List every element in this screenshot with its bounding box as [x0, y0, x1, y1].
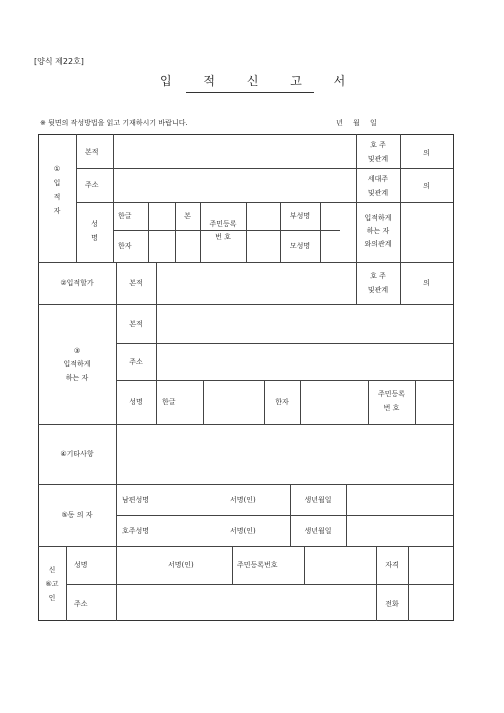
grid-line: [76, 202, 453, 203]
grid-line: [304, 546, 305, 584]
label-jumin-bottom: 번 호: [215, 233, 231, 241]
grid-line: [232, 546, 233, 584]
label-bonjeok: 본적: [129, 279, 143, 287]
section2-label: ②입적할가: [60, 279, 94, 287]
label-birth-date: 생년월일: [304, 527, 332, 535]
grid-line: [116, 515, 453, 516]
section5-label: ⑤동 의 자: [61, 511, 93, 519]
label-father: 부성명: [289, 212, 311, 220]
grid-line: [415, 380, 416, 424]
seal-mark: 의: [423, 149, 430, 157]
title-underline: [186, 92, 314, 93]
label-relation: 입적하게: [364, 214, 392, 222]
label-hoju-top: 호 주: [370, 141, 386, 149]
grid-line: [200, 202, 201, 262]
label-bon: 본: [184, 212, 191, 220]
seal-mark: 의: [423, 182, 430, 190]
grid-line: [156, 304, 157, 424]
grid-line: [246, 202, 247, 262]
label-hoju-bottom: 및관계: [367, 286, 389, 294]
label-bonjeok: 본적: [129, 320, 143, 328]
grid-line: [290, 484, 291, 546]
grid-line: [76, 168, 453, 169]
label-bonjeok: 본적: [85, 148, 99, 156]
label-husband-name: 남편성명: [122, 496, 150, 504]
section6-label: ⑥고: [45, 580, 59, 588]
section1-number: ①: [53, 165, 61, 173]
grid-line: [203, 380, 204, 424]
grid-line: [280, 202, 281, 262]
label-relation: 하는 자: [366, 227, 390, 235]
instruction-text: ※ 뒷면의 작성방법을 읽고 기재하시기 바랍니다.: [40, 119, 188, 127]
grid-line: [175, 202, 176, 262]
grid-line: [376, 546, 377, 621]
label-mother: 모성명: [289, 242, 311, 250]
label-hanja: 한자: [118, 242, 132, 250]
grid-line: [38, 262, 453, 263]
grid-line: [66, 584, 453, 585]
label-hoju-name: 호주성명: [122, 527, 150, 535]
label-juso: 주소: [85, 181, 99, 189]
grid-line: [76, 134, 77, 262]
grid-line: [116, 484, 117, 546]
label-seong: 성: [91, 220, 98, 228]
label-sedaeju-bottom: 및관계: [367, 189, 389, 197]
label-jumin-top: 주민등록: [377, 390, 406, 398]
grid-line: [38, 484, 453, 485]
form-number: [양식 제22호]: [34, 57, 84, 66]
grid-line: [116, 546, 117, 621]
label-hangeul: 한글: [162, 398, 176, 406]
grid-line: [38, 546, 453, 547]
section1-label-char: 자: [53, 207, 61, 215]
grid-line: [148, 202, 149, 262]
label-hangeul: 한글: [118, 212, 132, 220]
section6-label: 신: [48, 566, 56, 574]
label-birth-date: 생년월일: [304, 496, 332, 504]
seal-mark: 의: [423, 279, 430, 287]
grid-line: [116, 424, 117, 484]
grid-line: [408, 546, 409, 621]
label-hoju-top: 호 주: [370, 272, 386, 280]
grid-line: [66, 546, 67, 621]
label-myeong: 명: [91, 234, 98, 242]
grid-line: [116, 343, 453, 344]
document-title: 입 적 신 고 서: [160, 74, 360, 88]
section6-label: 인: [48, 594, 56, 602]
label-jumin-top: 주민등록: [209, 220, 237, 228]
label-seongmyeong: 성명: [74, 561, 88, 569]
label-signature: 서명(인): [168, 561, 194, 569]
grid-line: [356, 262, 357, 304]
grid-line: [320, 202, 321, 262]
grid-line: [113, 134, 114, 262]
section3-label: 입적하게: [63, 360, 91, 368]
label-signature: 서명(인): [230, 527, 256, 535]
grid-line: [38, 304, 453, 305]
grid-line: [368, 380, 369, 424]
label-juso: 주소: [74, 600, 88, 608]
label-phone: 전화: [385, 600, 399, 608]
grid-line: [346, 484, 347, 546]
label-seongmyeong: 성명: [129, 398, 143, 406]
section3-label: 하는 자: [65, 374, 89, 382]
grid-line: [300, 380, 301, 424]
label-juso: 주소: [129, 358, 143, 366]
label-sedaeju-top: 세대주: [367, 175, 389, 183]
label-hanja: 한자: [275, 398, 289, 406]
grid-line: [38, 424, 453, 425]
section3-number: ③: [73, 347, 81, 355]
grid-line: [156, 262, 157, 304]
grid-line: [116, 380, 453, 381]
label-relation: 와의관계: [364, 240, 392, 248]
date-line: 년 월 일: [336, 119, 377, 127]
label-signature: 서명(인): [230, 496, 256, 504]
section1-label-char: 적: [53, 193, 61, 201]
label-hoju-bottom: 및관계: [367, 155, 389, 163]
section4-label: ④기타사항: [60, 450, 94, 458]
section1-label-char: 입: [53, 179, 61, 187]
label-qualification: 자격: [385, 561, 399, 569]
label-jumin-number: 주민등록번호: [237, 561, 278, 569]
label-jumin-bottom: 번 호: [383, 404, 400, 412]
